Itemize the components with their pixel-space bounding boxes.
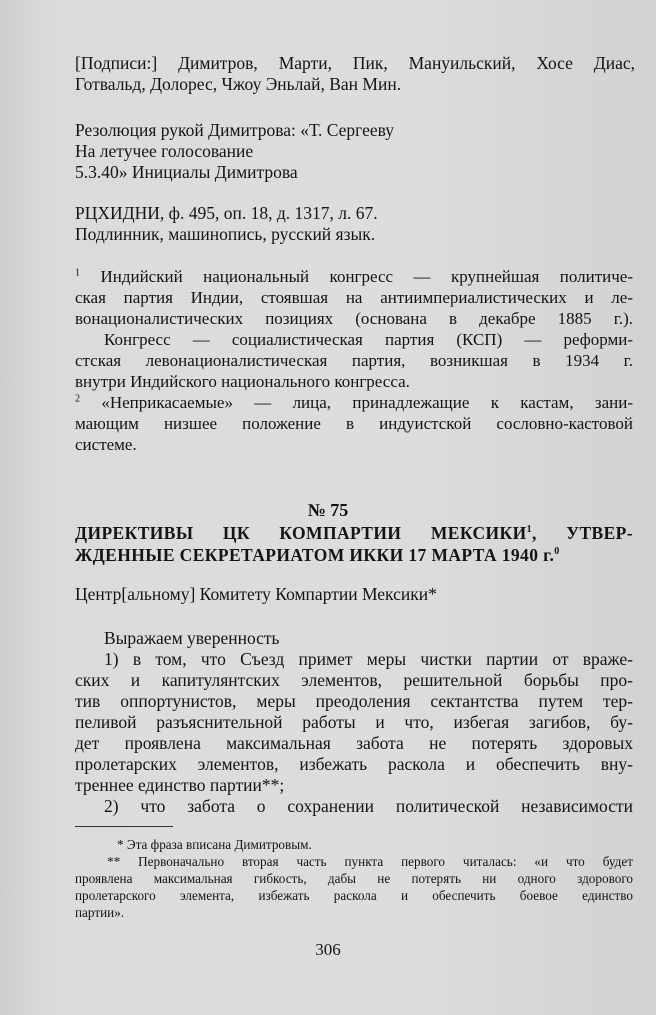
endnote-1-mark: 1 — [75, 267, 80, 279]
archive-line: РЦХИДНИ, ф. 495, оп. 18, д. 1317, л. 67. — [75, 203, 378, 223]
footnote-2-line: ** Первоначально вторая часть пункта первого читалась: «и что будет — [107, 854, 633, 869]
signatures-block — [75, 53, 635, 95]
body-line: пеливой разъяснительной работы и что, избегая загибов, бу- — [75, 712, 633, 732]
footnote-2-line: партии». — [75, 905, 125, 920]
endnote-1-line: Конгресс — социалистическая партия (КСП) — реформи- — [104, 330, 633, 349]
addressee-line: Центр[альному] Комитету Компартии Мексики* — [75, 584, 437, 604]
archive-line: Подлинник, машинопись, русский язык. — [75, 224, 376, 244]
endnote-1-line: $^1$ Индийский национальный конгресс — крупнейшая политиче- — [75, 267, 634, 286]
footnote-1: * Эта фраза вписана Димитровым. — [117, 837, 312, 852]
footnote-2-line: проявлена максимальная гибкость, дабы не потерять ни одного здорового — [75, 871, 633, 886]
body-line: Выражаем уверенность — [104, 628, 280, 648]
signatures-line: Готвальд, Долорес, Чжоу Эньлай, Ван Мин. — [75, 74, 402, 94]
document-number: № 75 — [307, 500, 349, 520]
page-number: 306 — [315, 940, 341, 959]
body-line: тив оппортунистов, меры преодоления сектантства путем тер- — [75, 691, 633, 711]
body-line: треннее единство партии**; — [75, 775, 285, 795]
addressee — [75, 584, 635, 605]
body-line: пролетарских элементов, избежать раскола и обеспечить вну- — [75, 754, 633, 774]
document-body — [75, 628, 633, 817]
document-title-line: ДИРЕКТИВЫ ЦК КОМПАРТИИ МЕКСИКИ$^1$, УТВЕР- — [75, 523, 633, 543]
body-line: 2) что забота о сохранении политической независимости — [104, 796, 633, 816]
document-title — [75, 522, 633, 566]
resolution-line: Резолюция рукой Димитрова: «Т. Сергееву — [75, 120, 395, 140]
body-line: 1) в том, что Съезд примет меры чистки партии от враже- — [104, 649, 633, 669]
endnotes-block — [75, 266, 633, 455]
footnote-2-line: пролетарского элемента, избежать раскола и обеспечить боевое единство — [75, 888, 633, 903]
document-title-line: ЖДЕННЫЕ СЕКРЕТАРИАТОМ ИККИ 17 МАРТА 1940 г.$^0$ — [75, 545, 560, 565]
endnote-2-line: $^2$ «Неприкасаемые» — лица, принадлежащие к кастам, зани- — [75, 393, 633, 412]
endnote-2-line: системе. — [75, 435, 137, 454]
endnote-2-mark: 2 — [75, 393, 80, 405]
endnote-1-line: стская левонационалистическая партия, возникшая в 1934 г. — [75, 351, 633, 370]
footnotes-block — [75, 836, 633, 921]
resolution-block — [75, 120, 635, 183]
endnote-1-line: ская партия Индии, стоявшая на антиимпериалистических и ле- — [75, 288, 633, 307]
endnote-2-line: мающим низшее положение в индуистской сословно-кастовой — [75, 414, 633, 433]
endnote-1-line: внутри Индийского национального конгресса. — [75, 372, 410, 391]
body-line: дет проявлена максимальная забота не потерять здоровых — [75, 733, 633, 753]
archive-reference — [75, 203, 635, 245]
endnote-1-line: вонационалистических позициях (основана в декабре 1885 г.). — [75, 309, 633, 328]
resolution-line: 5.3.40» Инициалы Димитрова — [75, 162, 298, 182]
footnote-separator — [75, 826, 173, 827]
signatures-line: [Подписи:] Димитров, Марти, Пик, Мануильский, Хосе Диас, — [75, 53, 635, 73]
body-line: ских и капитулянтских элементов, решительной борьбы про- — [75, 670, 633, 690]
resolution-line: На летучее голосование — [75, 141, 254, 161]
